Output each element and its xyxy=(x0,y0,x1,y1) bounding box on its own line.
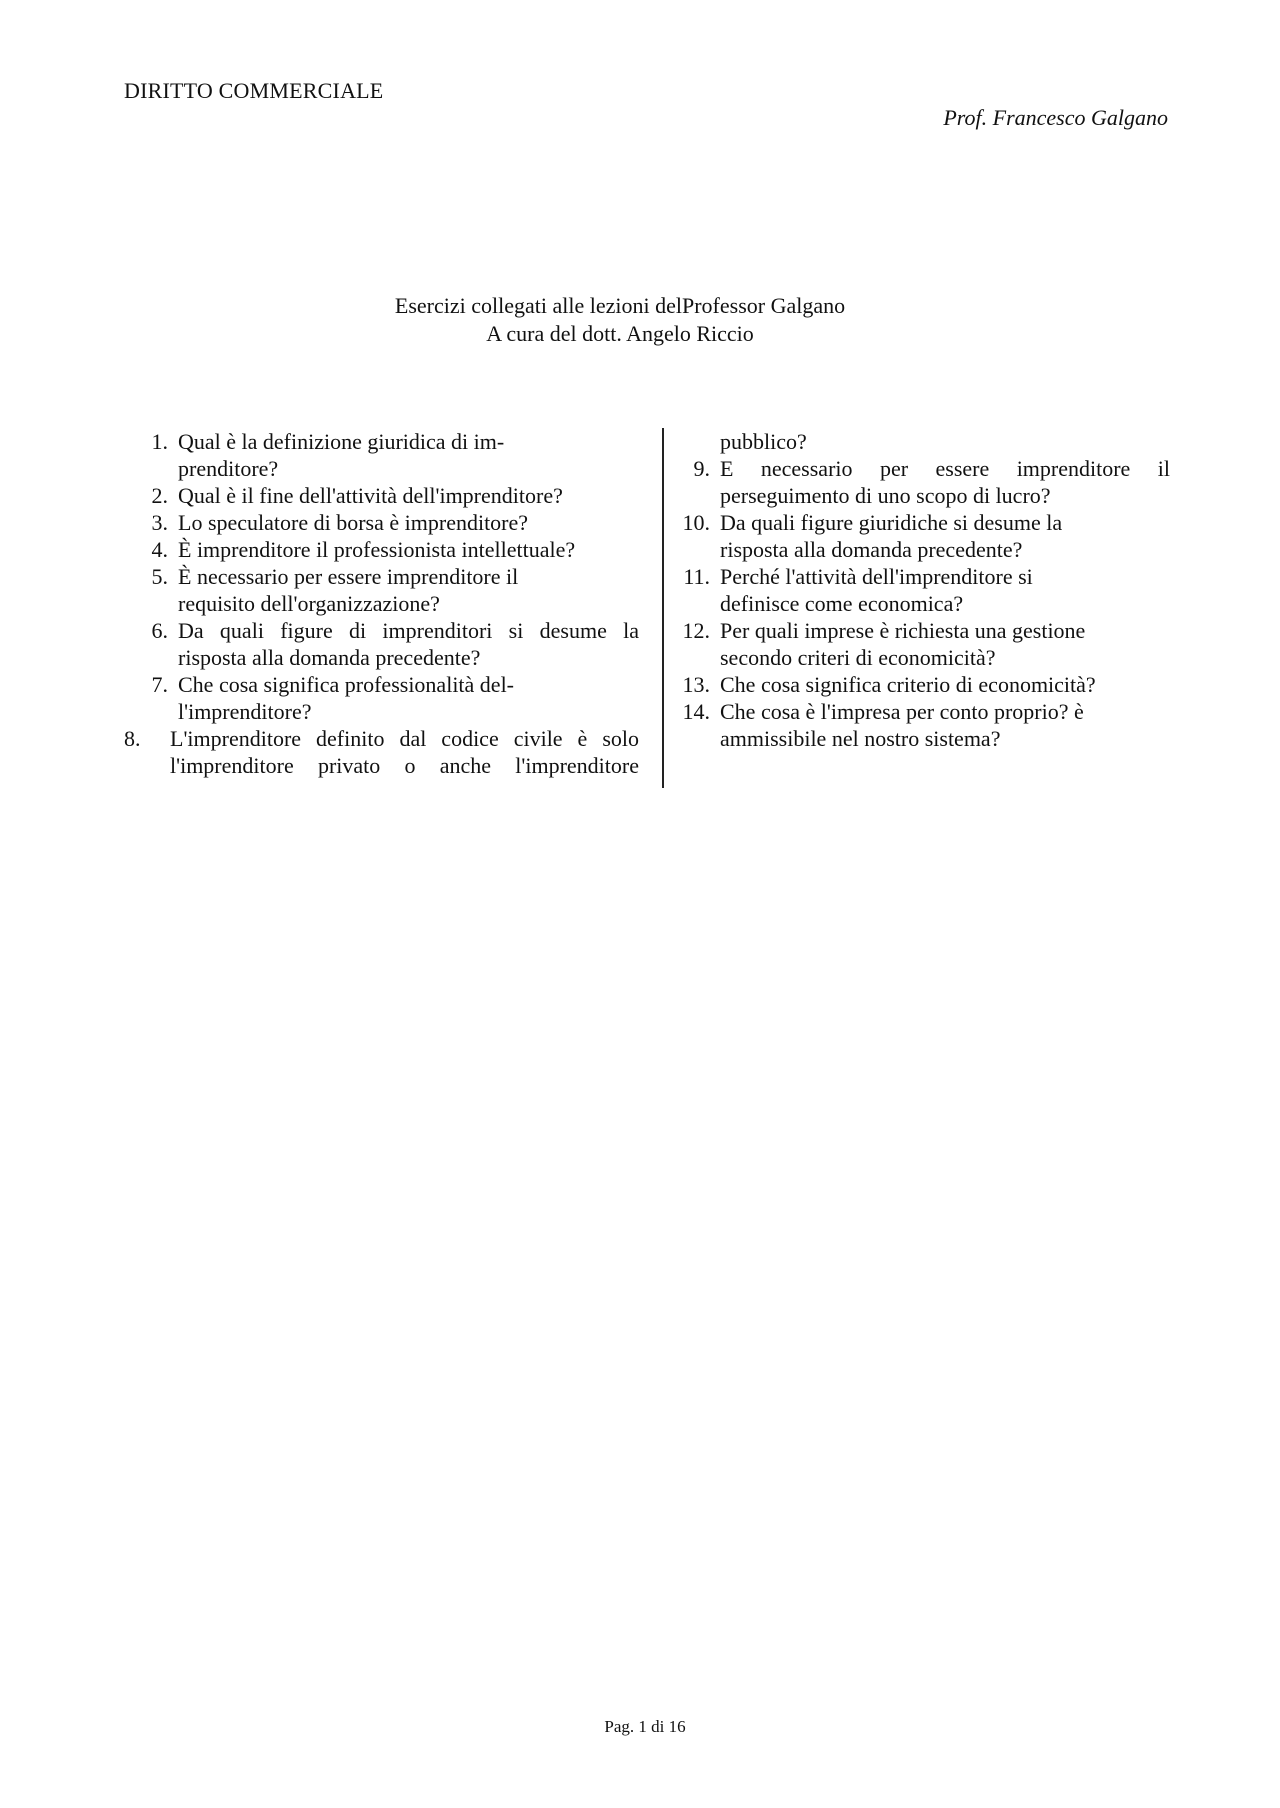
question-item-11 xyxy=(670,563,1170,617)
question-text-line: secondo criteri di economicità? xyxy=(720,645,996,670)
question-text-line: l'imprenditore? xyxy=(178,699,312,724)
question-number: 11. xyxy=(683,564,710,589)
question-text-line: È imprenditore il professionista intellettuale? xyxy=(178,537,576,562)
question-text-line: Qual è il fine dell'attività dell'imprenditore? xyxy=(178,483,563,508)
question-text-line: E necessario per essere imprenditore il xyxy=(720,456,1170,481)
question-item-9 xyxy=(670,455,1170,509)
question-item-5 xyxy=(124,563,639,617)
question-item-10 xyxy=(670,509,1170,563)
question-item-1 xyxy=(124,428,639,482)
question-number: 1. xyxy=(151,429,168,454)
question-text-line: Da quali figure di imprenditori si desume la xyxy=(178,618,639,643)
question-text-line: definisce come economica? xyxy=(720,591,964,616)
question-item-3 xyxy=(124,509,639,536)
question-number: 2. xyxy=(151,483,168,508)
question-item-12 xyxy=(670,617,1170,671)
question-number: 8. xyxy=(124,726,141,751)
question-item-8 xyxy=(124,725,639,779)
question-number: 9. xyxy=(693,456,710,481)
question-text-line: pubblico? xyxy=(720,429,807,454)
question-text-line: prenditore? xyxy=(178,456,279,481)
title-line-2: A cura del dott. Angelo Riccio xyxy=(486,321,754,346)
page-number: Pag. 1 di 16 xyxy=(604,1717,686,1736)
question-number: 3. xyxy=(151,510,168,535)
question-item-7 xyxy=(124,671,639,725)
question-item-6 xyxy=(124,617,639,671)
question-number: 13. xyxy=(682,672,710,697)
question-number: 4. xyxy=(151,537,168,562)
question-item-8-continued xyxy=(670,428,1170,455)
question-item-14 xyxy=(670,698,1170,752)
question-number: 7. xyxy=(151,672,168,697)
professor-name: Prof. Francesco Galgano xyxy=(943,105,1168,130)
question-number: 6. xyxy=(151,618,168,643)
question-text-line: risposta alla domanda precedente? xyxy=(720,537,1023,562)
question-number: 10. xyxy=(682,510,710,535)
question-text-line: Lo speculatore di borsa è imprenditore? xyxy=(178,510,529,535)
title-line-1: Esercizi collegati alle lezioni delProfessor Galgano xyxy=(394,293,846,318)
question-text-line: È necessario per essere imprenditore il xyxy=(178,564,519,589)
question-text-line: Che cosa è l'impresa per conto proprio? è xyxy=(720,699,1084,724)
question-text-line: Qual è la definizione giuridica di im- xyxy=(178,429,505,454)
question-text-line: Da quali figure giuridiche si desume la xyxy=(720,510,1063,535)
question-number: 14. xyxy=(682,699,710,724)
question-text-line: requisito dell'organizzazione? xyxy=(178,591,440,616)
question-text-line: risposta alla domanda precedente? xyxy=(178,645,481,670)
question-item-2 xyxy=(124,482,639,509)
question-text-line: Perché l'attività dell'imprenditore si xyxy=(720,564,1033,589)
question-text-line: Che cosa significa professionalità del- xyxy=(178,672,515,697)
question-text-line: Che cosa significa criterio di economicità? xyxy=(720,672,1096,697)
column-divider xyxy=(662,428,664,788)
question-number: 5. xyxy=(151,564,168,589)
course-title: DIRITTO COMMERCIALE xyxy=(124,78,384,103)
question-number: 12. xyxy=(682,618,710,643)
question-text-line: ammissibile nel nostro sistema? xyxy=(720,726,1001,751)
question-text-line: perseguimento di uno scopo di lucro? xyxy=(720,483,1051,508)
question-item-4 xyxy=(124,536,639,563)
question-column-left xyxy=(124,428,639,779)
question-column-right xyxy=(670,428,1170,752)
question-text-line: Per quali imprese è richiesta una gestione xyxy=(720,618,1086,643)
question-text-line: l'imprenditore privato o anche l'imprenditore xyxy=(170,753,639,778)
question-text-line: L'imprenditore definito dal codice civile è solo xyxy=(170,726,639,751)
question-item-13 xyxy=(670,671,1170,698)
document-title xyxy=(0,292,1240,348)
